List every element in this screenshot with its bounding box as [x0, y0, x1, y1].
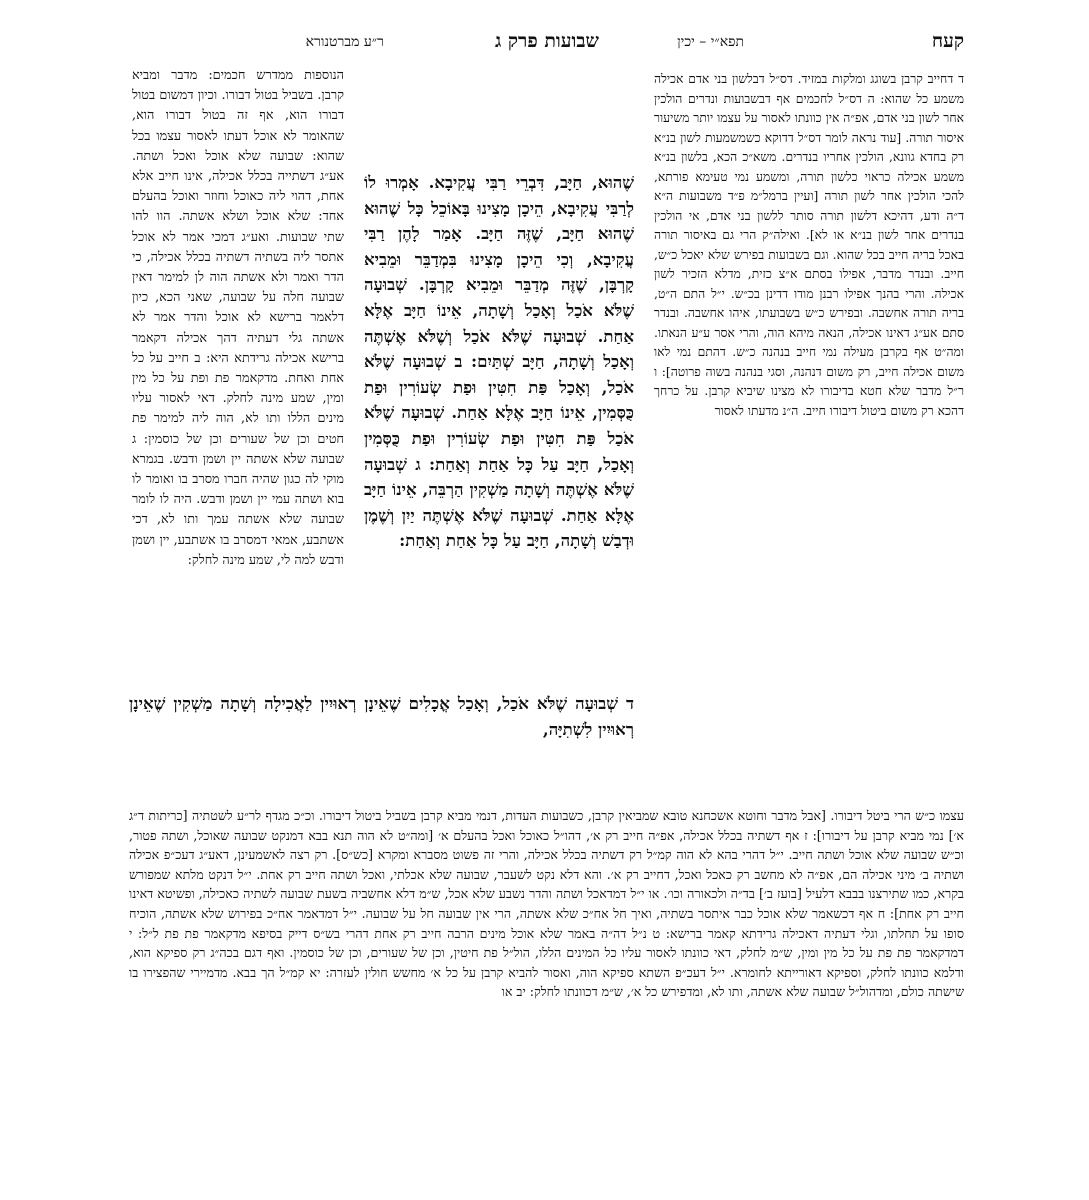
tiferet-yisrael-column	[654, 70, 964, 805]
commentary-text: עצמו כ״ש הרי ביטל דיבורו. [אבל מדבר וחוטא אשכחנא טובא שמביאין קרבן, כשבועות העדות, דנמי מביא קרבן בשביל ביטול דיבורו. וכ״כ מגדף לר״ע לשטתיה [כריתות ד״ג א׳] נמי מביא קרבן על דיבורו]: ז אף דשתיה בכלל אכילה, אפ״ה חייב רק א׳, דהו״ל כאוכל ואכל בהעלם א׳ [ומה״ט לא הוה תנא בבא דמנקט שבועה שאוכל, ושתה פטור, וכ״ש שבועה שלא אוכל ושתה חייב. י״ל דהרי בהא לא הוה קמ״ל רק דשתיה בכלל אכילה, והרי זה פשוט מסברא ומקרא [כש״ס]. רק רצה לאשמעינן, דאע״ג דעכ״פ אכילה ושתיה ב׳ מיני אכילה הם, אפ״ה לא מחשב רק כאכל ואכל, דחייב רק א׳. והא דלא נקט לשעבר, שבועה שלא אכלתי, ואכל ושתה חייב רק אחת. י״ל דנקט מלתא שמפורש בקרא, כמו שתירצנו בבבא דלעיל [בועז ב׳] בד״ה ולכאורה וכו׳. או י״ל דמדאכל ושתה והדר נשבע שלא אכל, ש״מ דלא אחשביה בשעת שבועה לשתיה כאכילה, ופשיטא דאינו חייב רק אחת]: ח אף דכשאמר שלא אוכל כבר איתסר בשתיה, ואיך חל אח״כ שלא אשתה, הרי אין שבועה חל על שבועה. י״ל דמדאמר אח״כ בפירוש שלא אשתה, הוכיח סופו על תחלתו, וגלי דעתיה דאכילה גרידתא קאמר ברישא: ט נ״ל דה״ה באמר שלא אוכל מינים הרבה חייב רק אחת דהרי בש״ס דייק בסיפא מדקאמר פת פת ל״ל: י דמדקאמר פת פת על כל מין ומין, ש״מ לחלק, דאי כוונתו לאסור עליו כל המינים הללו, הול״ל פת חיטין, וכן של שעורים, וכן של כוסמין. ואף דגם בכה״ג רק ספיקא הוא, ודלמא כוונתו לחלק, וספיקא דאורייתא לחומרא. י״ל דעכ״פ השתא ספיקא הוה, ואסור להביא קרבן על כל א׳ מחשש חולין לעזרה: יא קמ״ל הך בבא. מדמיירי שהפצירו בו שישתה כולם, ומדהול״ל שבועה שלא אשתה, ותו לא, ומדפירש כל א׳, ש״מ דכוונתו לחלק: יב או	[129, 808, 964, 1000]
mishnah-text: שֶׁהוּא, חַיָּב, דִּבְרֵי רַבִּי עֲקִיבָא. אָמְרוּ לוֹ לְרַבִּי עֲקִיבָא, הֵיכָן מָצִינוּ בָּאוֹכֵל כָּל שֶׁהוּא שֶׁהוּא חַיָּב, שֶׁזֶּה חַיָּב. אָמַר לָהֶן רַבִּי עֲקִיבָא, וְכִי הֵיכָן מָצִינוּ בִּמְדַבֵּר וּמֵבִיא קָרְבָּן, שֶׁזֶּה מְדַבֵּר וּמֵבִיא קָרְבָּן. שְׁבוּעָה שֶׁלֹּא אֹכַל וְאָכַל וְשָׁתָה, אֵינוֹ חַיָּב אֶלָּא אַחַת. שְׁבוּעָה שֶׁלֹּא אֹכַל וְשֶׁלֹּא אֶשְׁתֶּה וְאָכַל וְשָׁתָה, חַיָּב שְׁתַּיִם: ב שְׁבוּעָה שֶׁלֹּא אֹכַל, וְאָכַל פַּת חִטִּין וּפַת שְׂעוֹרִין וּפַת כֻּסְּמִין, אֵינוֹ חַיָּב אֶלָּא אַחַת. שְׁבוּעָה שֶׁלֹּא אֹכַל פַּת חִטִּין וּפַת שְׂעוֹרִין וּפַת כֻּסְּמִין וְאָכַל, חַיָּב עַל כָּל אַחַת וְאַחַת: ג שְׁבוּעָה שֶׁלֹּא אֶשְׁתֶּה וְשָׁתָה מַשְׁקִין הַרְבֵּה, אֵינוֹ חַיָּב אֶלָּא אַחַת. שְׁבוּעָה שֶׁלֹּא אֶשְׁתֶּה יַיִן וְשֶׁמֶן וּדְבַשׁ וְשָׁתָה, חַיָּב עַל כָּל אַחַת וְאַחַת:	[364, 172, 634, 551]
commentary-text: ד דחייב קרבן בשוגג ומלקות במזיד. דס״ל דבלשון בני אדם אכילה משמע כל שהוא: ה דס״ל לחכמים אף דבשבועות ונדרים הולכין אחר לשון בני אדם, אפ״ה אין כוונתו לאסור על עצמו יותר משיעור איסור תורה. [עוד נראה לומר דס״ל דדוקא כשמשמעות לשון בנ״א רק בחדא גוונא, הולכין אחריו בנדרים. משא״כ הכא, בלשון בנ״א משמע אכילה כראוי כלשון תורה, ומשמע נמי טעימא פורתא, להכי הולכין אחר לשון תורה [ועיין ברמל״מ פ״ד משבועות ה״א ד״ה ודע, דהיכא דלשון תורה סותר ללשון בני אדם, אי הולכין בנדרים אחר לשון בנ״א או לא]. ואילה״ק הרי גם באיסור תורה באכל בריה חייב בכל שהוא. וגם בשבועות בפירש שלא יאכל כ״ש, חייב. ובנדר מדבר, אפילו בסתם א״צ כזית, מדלא הזכיר לשון אכילה. והרי בהנך אפילו רבנן מודו דדינן בכ״ש. י״ל התם ה״ט, בריה תורה אחשבה. ובפירש כ״ש בשבועתו, איהו אחשבה. ובנדר סתם אע״ג דאינו אכילה, הנאה מיהא הוה, והרי אסר ע״ע הנאתו. ומה״ט אף בקרבן מעילה נמי חייב בנהנה כ״ש. דהתם נמי לאו משום אכילה חייב, רק משום דנהנה, וסגי בנהנה בשוה פרוטה]: ו ר״ל מדבר שלא חטא בדיבורו לא מצינו שיביא קרבן. על כרחך דהכא רק משום ביטול דיבורו חייב. ה״נ מדעתו לאסור	[654, 72, 964, 418]
page-number: קעח	[931, 30, 964, 52]
mishnah-column	[364, 170, 634, 685]
commentary-range-header: תפא״י – יכין	[677, 34, 744, 50]
commentary-text: הנוספות ממדרש חכמים: מדבר ומביא קרבן. בשביל בטול דבורו. וכיון דמשום בטול דבורו הוא, אף זה בטול דבורו הוא, שהאומר לא אוכל דעתו לאסור עצמו בכל שהוא: שבועה שלא אוכל ואכל ושתה. אע״ג דשתייה בכלל אכילה, אינו חייב אלא אחת, דהוי ליה כאוכל וחוזר ואוכל בהעלם אחד: שלא אוכל ושלא אשתה. הוו להו שתי שבועות. ואע״ג דמכי אמר לא אוכל אתסר ליה בשתיה דשתיה בכלל אכילה, כי הדר ואמר ולא אשתה הוה לן למימר דאין שבועה חלה על שבועה, שאני הכא, כיון דלאמר ברישא לא אוכל והדר אמר לא אשתה גלי דעתיה דהך אכילה דקאמר ברישא אכילה גרידתא היא: ב חייב על כל אחת ואחת. מדקאמר פת ופת על כל מין ומין, שמע מינה לחלק. דאי לאסור עליו מינים הללו ותו לא, הוה ליה למימר פת חטים וכן של שעורים וכן של כוסמין: ג שבועה שלא אשתה יין ושמן ודבש. בגמרא מוקי לה כגון שהיה חברו מסרב בו ואומר לו בוא ושתה עמי יין ושמן ודבש. היה לו לומר שבועה שלא אשתה עמך ותו לא, דכי אשתבע, אמאי דמסרב בו אשתבע, יין ושמן ודבש למה לי, שמע מינה לחלק:	[132, 68, 344, 568]
bartenura-header: ר״ע מברטנורא	[305, 34, 384, 50]
bartenura-column	[132, 66, 344, 686]
tiferet-yisrael-bottom	[129, 806, 964, 1196]
tractate-chapter-title: שבועות פרק ג	[494, 30, 599, 52]
mishnah-text: ד שְׁבוּעָה שֶׁלֹּא אֹכַל, וְאָכַל אֳכָלִים שֶׁאֵינָן רְאוּיִין לַאֲכִילָה וְשָׁתָה מַשְׁקִין שֶׁאֵינָן רְאוּיִין לִשְׁתִיָּה,	[129, 693, 634, 739]
mishnah-continuation	[129, 690, 634, 748]
